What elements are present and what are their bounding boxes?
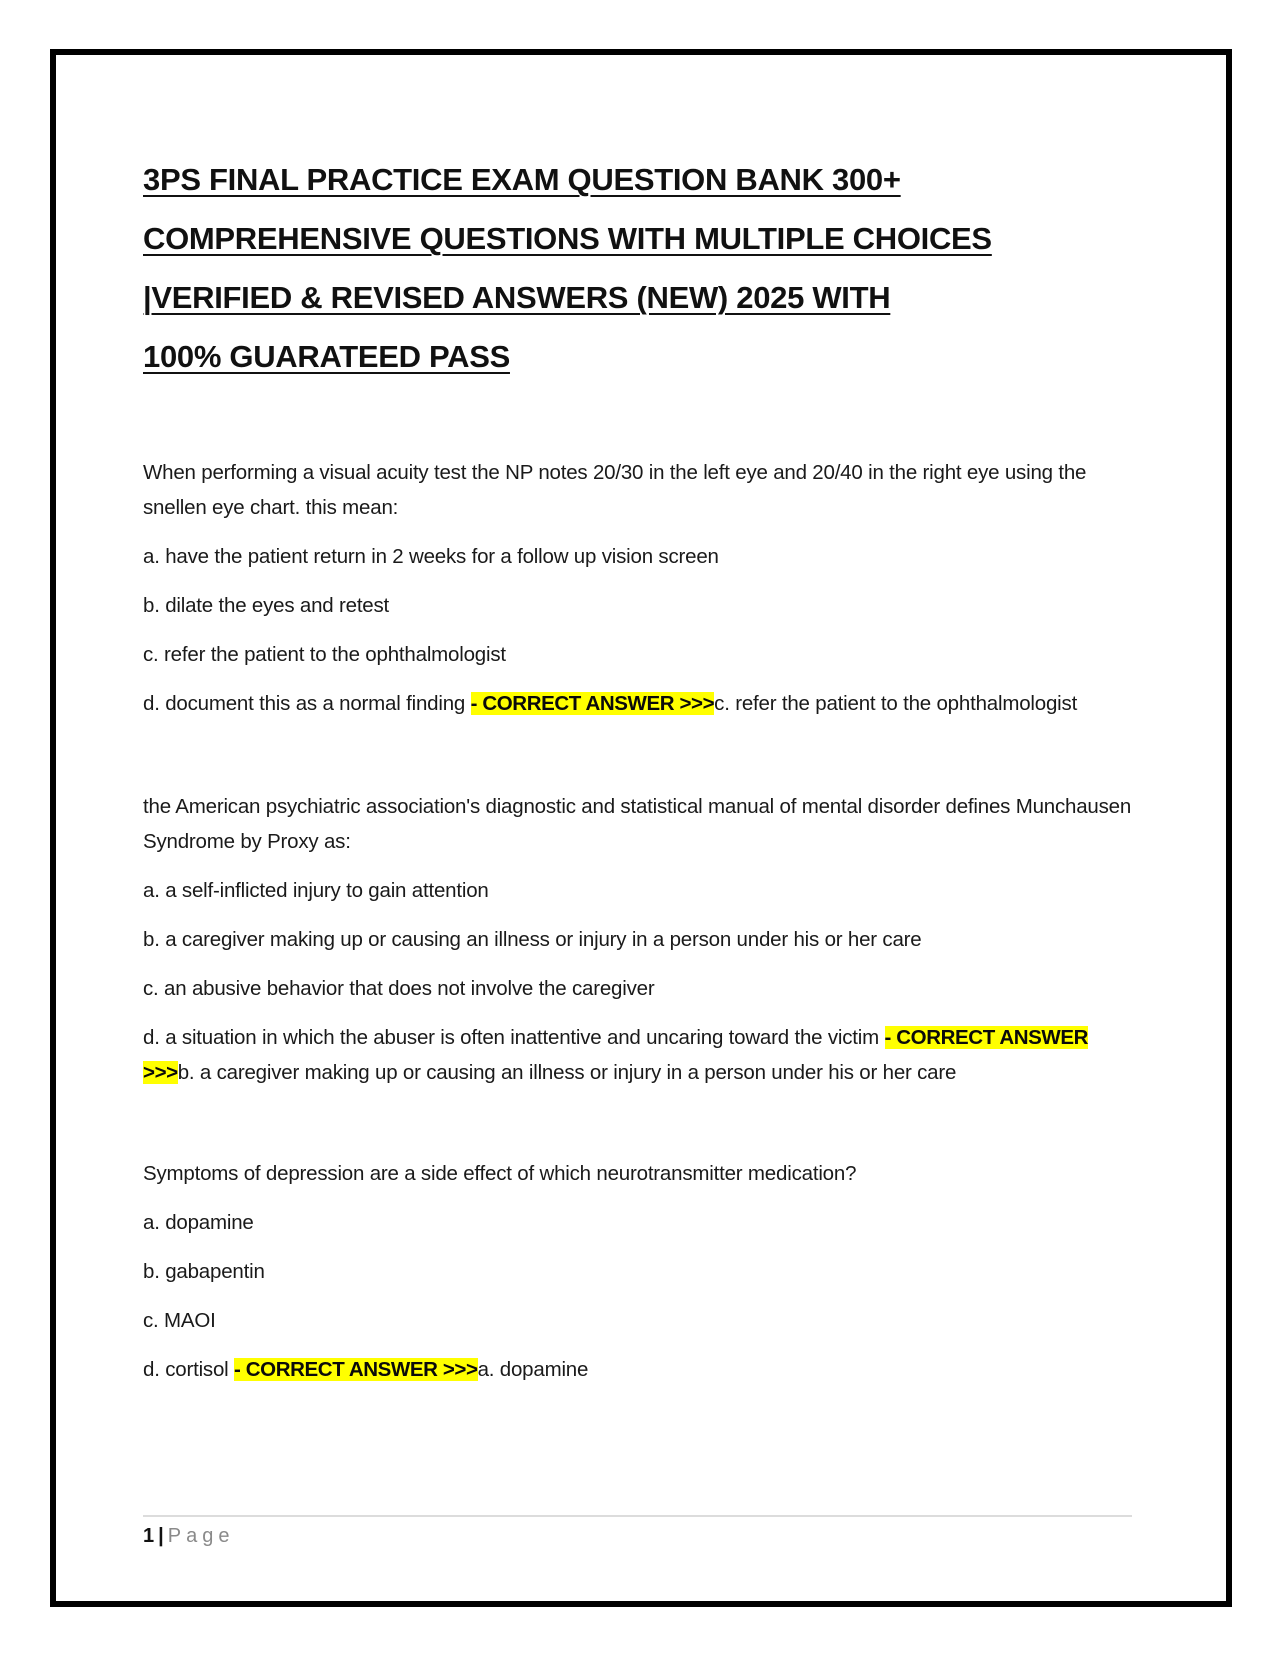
question-2 [143, 789, 1133, 1090]
title-line-1: 3PS FINAL PRACTICE EXAM QUESTION BANK 300+ [143, 162, 901, 197]
question-3 [143, 1156, 1133, 1387]
question-stem: the American psychiatric association's diagnostic and statistical manual of mental disorder defines Munchausen Syndrome by Proxy as: [143, 795, 1132, 853]
correct-answer-text: a. dopamine [477, 1358, 589, 1381]
footer-divider [143, 1515, 1132, 1517]
option-c: c. MAOI [143, 1309, 216, 1332]
title-line-4: 100% GUARATEED PASS [143, 339, 510, 374]
option-d: d. a situation in which the abuser is often inattentive and uncaring toward the victim [143, 1026, 885, 1049]
document-body [143, 150, 1133, 1387]
option-c: c. an abusive behavior that does not involve the caregiver [143, 977, 655, 1000]
option-d: d. cortisol [143, 1358, 235, 1381]
page-number: 1 [143, 1525, 155, 1547]
option-b: b. gabapentin [143, 1260, 265, 1283]
option-d-with-answer [143, 1352, 1133, 1387]
option-d: d. document this as a normal finding [143, 692, 471, 715]
question-1 [143, 455, 1133, 721]
correct-answer-flag: - CORRECT ANSWER >>> [234, 1358, 478, 1381]
option-a: a. have the patient return in 2 weeks for a follow up vision screen [143, 545, 719, 568]
question-stem: Symptoms of depression are a side effect of which neurotransmitter medication? [143, 1162, 857, 1185]
page-label: Page [167, 1525, 235, 1547]
option-b: b. a caregiver making up or causing an illness or injury in a person under his or her care [143, 928, 922, 951]
option-c: c. refer the patient to the ophthalmologist [143, 643, 506, 666]
option-d-with-answer [143, 686, 1133, 721]
question-stem: When performing a visual acuity test the NP notes 20/30 in the left eye and 20/40 in the right eye using the snellen eye chart. this mean: [143, 461, 1087, 519]
title-line-2: COMPREHENSIVE QUESTIONS WITH MULTIPLE CHOICES [143, 221, 992, 256]
option-d-with-answer [143, 1020, 1133, 1090]
option-a: a. a self-inflicted injury to gain attention [143, 879, 489, 902]
option-b: b. dilate the eyes and retest [143, 594, 390, 617]
correct-answer-text: c. refer the patient to the ophthalmologist [714, 692, 1078, 715]
page-separator: | [158, 1525, 164, 1547]
page-footer [143, 1522, 234, 1550]
title-line-3: |VERIFIED & REVISED ANSWERS (NEW) 2025 WITH [143, 280, 891, 315]
option-a: a. dopamine [143, 1211, 254, 1234]
correct-answer-flag: - CORRECT ANSWER >>> [470, 692, 715, 715]
correct-answer-text: b. a caregiver making up or causing an illness or injury in a person under his or her care [177, 1061, 957, 1084]
correct-answer-flag: - CORRECT ANSWER >>> [143, 1026, 1089, 1084]
document-title [143, 150, 1133, 386]
